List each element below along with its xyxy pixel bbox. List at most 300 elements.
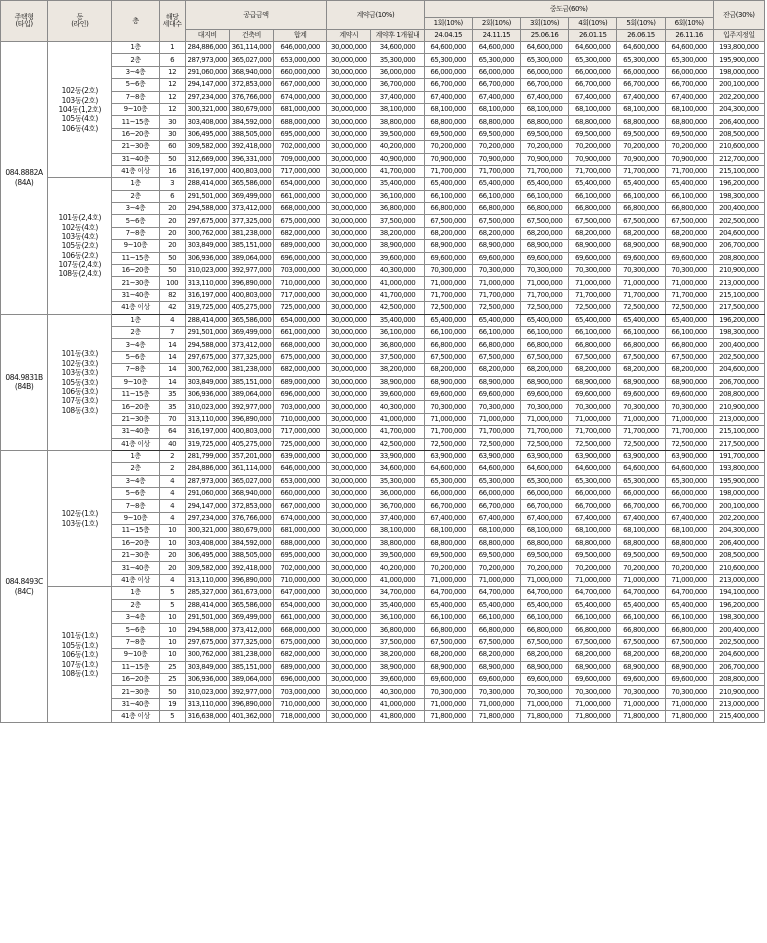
middle-payment-4-cell: 70,200,000 [569,562,617,574]
units-cell: 25 [159,661,185,673]
balance-cell: 200,100,000 [713,500,764,512]
floor-cell: 1층 [112,450,159,462]
contract-after-cell: 39,600,000 [371,388,424,400]
middle-payment-5-cell: 71,700,000 [617,426,665,438]
land-price-cell: 312,669,000 [185,153,229,165]
middle-payment-1-cell: 66,100,000 [424,611,472,623]
contract-after-cell: 38,200,000 [371,227,424,239]
middle-payment-4-cell: 68,200,000 [569,364,617,376]
table-row [1,413,765,425]
middle-payment-6-cell: 66,000,000 [665,66,713,78]
total-price-cell: 646,000,000 [274,463,327,475]
floor-cell: 2층 [112,54,159,66]
middle-payment-4-cell: 64,700,000 [569,587,617,599]
middle-payment-5-cell: 70,300,000 [617,401,665,413]
units-cell: 4 [159,314,185,326]
land-price-cell: 313,110,000 [185,413,229,425]
building-price-cell: 388,505,000 [229,128,273,140]
land-price-cell: 303,408,000 [185,116,229,128]
table-row [1,265,765,277]
middle-payment-4-cell: 69,600,000 [569,673,617,685]
header-mid-date-5: 26.06.15 [617,30,665,42]
middle-payment-5-cell: 68,900,000 [617,376,665,388]
floor-cell: 11~15층 [112,388,159,400]
land-price-cell: 288,414,000 [185,599,229,611]
middle-payment-2-cell: 65,400,000 [472,599,520,611]
contract-after-cell: 35,400,000 [371,599,424,611]
floor-cell: 31~40층 [112,153,159,165]
units-cell: 40 [159,438,185,450]
total-price-cell: 674,000,000 [274,91,327,103]
middle-payment-2-cell: 65,300,000 [472,475,520,487]
total-price-cell: 639,000,000 [274,450,327,462]
contract-at-cell: 30,000,000 [327,165,371,177]
balance-cell: 193,800,000 [713,463,764,475]
middle-payment-6-cell: 67,500,000 [665,351,713,363]
contract-at-cell: 30,000,000 [327,326,371,338]
floor-cell: 16~20층 [112,128,159,140]
balance-cell: 208,800,000 [713,673,764,685]
units-cell: 5 [159,711,185,723]
contract-at-cell: 30,000,000 [327,649,371,661]
middle-payment-1-cell: 67,500,000 [424,215,472,227]
middle-payment-4-cell: 67,500,000 [569,636,617,648]
units-cell: 4 [159,488,185,500]
middle-payment-1-cell: 66,000,000 [424,66,472,78]
units-cell: 1 [159,42,185,54]
table-row [1,314,765,326]
floor-cell: 21~30층 [112,686,159,698]
middle-payment-5-cell: 66,000,000 [617,66,665,78]
middle-payment-3-cell: 67,500,000 [520,215,568,227]
middle-payment-6-cell: 64,700,000 [665,587,713,599]
middle-payment-5-cell: 66,800,000 [617,339,665,351]
units-cell: 10 [159,525,185,537]
middle-payment-5-cell: 68,900,000 [617,661,665,673]
total-price-cell: 675,000,000 [274,351,327,363]
contract-after-cell: 39,600,000 [371,252,424,264]
header-type: 주택형 (타입) [1,1,48,42]
middle-payment-3-cell: 67,400,000 [520,512,568,524]
middle-payment-3-cell: 71,700,000 [520,426,568,438]
middle-payment-5-cell: 68,100,000 [617,103,665,115]
middle-payment-1-cell: 67,400,000 [424,91,472,103]
contract-at-cell: 30,000,000 [327,711,371,723]
middle-payment-2-cell: 69,600,000 [472,388,520,400]
units-cell: 30 [159,128,185,140]
middle-payment-5-cell: 69,600,000 [617,388,665,400]
land-price-cell: 287,973,000 [185,54,229,66]
table-row [1,426,765,438]
land-price-cell: 287,973,000 [185,475,229,487]
building-price-cell: 384,592,000 [229,116,273,128]
header-mid-1: 1회(10%) [424,18,472,30]
middle-payment-3-cell: 68,100,000 [520,103,568,115]
contract-at-cell: 30,000,000 [327,550,371,562]
table-row [1,302,765,314]
header-middle-payment: 중도금(60%) [424,1,713,18]
middle-payment-4-cell: 66,000,000 [569,66,617,78]
middle-payment-6-cell: 70,300,000 [665,401,713,413]
land-price-cell: 319,725,000 [185,438,229,450]
units-cell: 10 [159,649,185,661]
contract-at-cell: 30,000,000 [327,215,371,227]
balance-cell: 191,700,000 [713,450,764,462]
header-mid-date-3: 25.06.16 [520,30,568,42]
middle-payment-3-cell: 68,900,000 [520,376,568,388]
balance-cell: 204,300,000 [713,103,764,115]
middle-payment-2-cell: 67,500,000 [472,215,520,227]
middle-payment-5-cell: 70,300,000 [617,265,665,277]
table-row [1,103,765,115]
building-price-cell: 365,027,000 [229,475,273,487]
total-price-cell: 681,000,000 [274,103,327,115]
units-cell: 5 [159,599,185,611]
table-row [1,624,765,636]
floor-cell: 1층 [112,178,159,190]
header-mid-3: 3회(10%) [520,18,568,30]
contract-at-cell: 30,000,000 [327,525,371,537]
floor-cell: 16~20층 [112,265,159,277]
land-price-cell: 306,936,000 [185,388,229,400]
units-cell: 50 [159,252,185,264]
contract-at-cell: 30,000,000 [327,624,371,636]
middle-payment-6-cell: 64,600,000 [665,463,713,475]
building-price-cell: 372,853,000 [229,500,273,512]
middle-payment-4-cell: 71,700,000 [569,426,617,438]
table-row [1,42,765,54]
units-cell: 4 [159,475,185,487]
units-cell: 50 [159,265,185,277]
middle-payment-1-cell: 70,200,000 [424,141,472,153]
middle-payment-2-cell: 68,200,000 [472,649,520,661]
contract-after-cell: 38,800,000 [371,537,424,549]
contract-at-cell: 30,000,000 [327,227,371,239]
table-row [1,636,765,648]
contract-at-cell: 30,000,000 [327,599,371,611]
building-price-cell: 401,362,000 [229,711,273,723]
contract-after-cell: 36,800,000 [371,203,424,215]
contract-at-cell: 30,000,000 [327,698,371,710]
header-mid-date-1: 24.04.15 [424,30,472,42]
balance-cell: 206,700,000 [713,661,764,673]
building-price-cell: 377,325,000 [229,351,273,363]
middle-payment-1-cell: 68,200,000 [424,227,472,239]
header-move-in: 입주지정일 [713,30,764,42]
balance-cell: 198,000,000 [713,488,764,500]
contract-after-cell: 41,000,000 [371,413,424,425]
middle-payment-2-cell: 66,700,000 [472,79,520,91]
table-row [1,388,765,400]
middle-payment-3-cell: 66,800,000 [520,339,568,351]
land-price-cell: 288,414,000 [185,314,229,326]
contract-after-cell: 35,400,000 [371,314,424,326]
land-price-cell: 313,110,000 [185,277,229,289]
building-price-cell: 381,238,000 [229,227,273,239]
contract-at-cell: 30,000,000 [327,128,371,140]
middle-payment-6-cell: 68,900,000 [665,240,713,252]
dong-line-cell: 102동(1호) 103동(1호) [48,450,112,586]
contract-after-cell: 35,300,000 [371,54,424,66]
building-price-cell: 365,586,000 [229,178,273,190]
land-price-cell: 297,675,000 [185,636,229,648]
total-price-cell: 675,000,000 [274,215,327,227]
contract-after-cell: 41,800,000 [371,711,424,723]
middle-payment-4-cell: 70,300,000 [569,686,617,698]
middle-payment-1-cell: 68,200,000 [424,649,472,661]
floor-cell: 7~8층 [112,364,159,376]
middle-payment-1-cell: 65,400,000 [424,178,472,190]
middle-payment-2-cell: 68,900,000 [472,376,520,388]
middle-payment-6-cell: 71,000,000 [665,698,713,710]
building-price-cell: 369,499,000 [229,611,273,623]
middle-payment-4-cell: 71,000,000 [569,413,617,425]
middle-payment-5-cell: 64,700,000 [617,587,665,599]
building-price-cell: 361,114,000 [229,42,273,54]
total-price-cell: 688,000,000 [274,537,327,549]
balance-cell: 215,400,000 [713,711,764,723]
header-mid-2: 2회(10%) [472,18,520,30]
contract-at-cell: 30,000,000 [327,401,371,413]
middle-payment-5-cell: 66,700,000 [617,79,665,91]
floor-cell: 2층 [112,190,159,202]
land-price-cell: 303,849,000 [185,661,229,673]
middle-payment-5-cell: 66,000,000 [617,488,665,500]
building-price-cell: 377,325,000 [229,636,273,648]
total-price-cell: 696,000,000 [274,252,327,264]
total-price-cell: 717,000,000 [274,289,327,301]
header-building: 건축비 [229,30,273,42]
contract-at-cell: 30,000,000 [327,686,371,698]
middle-payment-3-cell: 65,300,000 [520,475,568,487]
building-price-cell: 396,890,000 [229,574,273,586]
middle-payment-2-cell: 65,400,000 [472,314,520,326]
header-contract-at: 계약시 [327,30,371,42]
table-row [1,203,765,215]
middle-payment-3-cell: 66,700,000 [520,79,568,91]
middle-payment-5-cell: 70,200,000 [617,141,665,153]
total-price-cell: 668,000,000 [274,339,327,351]
middle-payment-6-cell: 72,500,000 [665,438,713,450]
total-price-cell: 695,000,000 [274,550,327,562]
middle-payment-4-cell: 64,600,000 [569,463,617,475]
table-row [1,116,765,128]
middle-payment-5-cell: 70,300,000 [617,686,665,698]
floor-cell: 31~40층 [112,562,159,574]
middle-payment-4-cell: 66,700,000 [569,79,617,91]
middle-payment-6-cell: 68,100,000 [665,103,713,115]
middle-payment-1-cell: 68,900,000 [424,661,472,673]
floor-cell: 9~10층 [112,103,159,115]
middle-payment-2-cell: 70,900,000 [472,153,520,165]
total-price-cell: 718,000,000 [274,711,327,723]
units-cell: 20 [159,562,185,574]
floor-cell: 41층 이상 [112,165,159,177]
middle-payment-3-cell: 70,300,000 [520,265,568,277]
contract-at-cell: 30,000,000 [327,500,371,512]
floor-cell: 16~20층 [112,401,159,413]
land-price-cell: 316,197,000 [185,165,229,177]
middle-payment-1-cell: 71,000,000 [424,413,472,425]
middle-payment-6-cell: 67,400,000 [665,512,713,524]
dong-line-cell: 101동(1호) 105동(1호) 106동(1호) 107동(1호) 108동(1호) [48,587,112,723]
balance-cell: 202,500,000 [713,351,764,363]
building-price-cell: 381,238,000 [229,649,273,661]
total-price-cell: 660,000,000 [274,488,327,500]
middle-payment-4-cell: 63,900,000 [569,450,617,462]
middle-payment-2-cell: 72,500,000 [472,438,520,450]
balance-cell: 210,900,000 [713,401,764,413]
contract-at-cell: 30,000,000 [327,91,371,103]
middle-payment-5-cell: 66,800,000 [617,203,665,215]
middle-payment-6-cell: 70,200,000 [665,141,713,153]
table-row [1,611,765,623]
building-price-cell: 380,679,000 [229,525,273,537]
units-cell: 14 [159,351,185,363]
table-row [1,562,765,574]
land-price-cell: 281,799,000 [185,450,229,462]
middle-payment-6-cell: 67,400,000 [665,91,713,103]
middle-payment-5-cell: 65,300,000 [617,475,665,487]
land-price-cell: 284,886,000 [185,42,229,54]
middle-payment-1-cell: 65,400,000 [424,599,472,611]
balance-cell: 198,300,000 [713,611,764,623]
table-row [1,649,765,661]
middle-payment-6-cell: 70,900,000 [665,153,713,165]
middle-payment-6-cell: 66,100,000 [665,190,713,202]
middle-payment-4-cell: 68,900,000 [569,376,617,388]
middle-payment-2-cell: 71,700,000 [472,165,520,177]
middle-payment-4-cell: 66,800,000 [569,203,617,215]
contract-at-cell: 30,000,000 [327,587,371,599]
contract-at-cell: 30,000,000 [327,203,371,215]
middle-payment-6-cell: 71,700,000 [665,426,713,438]
balance-cell: 198,300,000 [713,326,764,338]
building-price-cell: 389,064,000 [229,252,273,264]
building-price-cell: 377,325,000 [229,215,273,227]
total-price-cell: 717,000,000 [274,426,327,438]
balance-cell: 202,500,000 [713,636,764,648]
middle-payment-2-cell: 68,800,000 [472,537,520,549]
middle-payment-3-cell: 69,500,000 [520,128,568,140]
table-row [1,512,765,524]
units-cell: 20 [159,203,185,215]
middle-payment-5-cell: 66,700,000 [617,500,665,512]
contract-after-cell: 35,400,000 [371,178,424,190]
balance-cell: 213,000,000 [713,574,764,586]
units-cell: 10 [159,611,185,623]
middle-payment-4-cell: 64,600,000 [569,42,617,54]
middle-payment-1-cell: 67,500,000 [424,351,472,363]
middle-payment-4-cell: 67,400,000 [569,512,617,524]
table-row [1,227,765,239]
middle-payment-2-cell: 71,000,000 [472,277,520,289]
middle-payment-2-cell: 66,800,000 [472,203,520,215]
middle-payment-1-cell: 65,400,000 [424,314,472,326]
header-balance: 잔금(30%) [713,1,764,30]
middle-payment-5-cell: 68,800,000 [617,116,665,128]
middle-payment-4-cell: 65,400,000 [569,599,617,611]
floor-cell: 2층 [112,463,159,475]
contract-after-cell: 40,300,000 [371,265,424,277]
floor-cell: 11~15층 [112,252,159,264]
land-price-cell: 306,495,000 [185,550,229,562]
header-contract-after: 계약후 1개월내 [371,30,424,42]
table-row [1,215,765,227]
middle-payment-6-cell: 64,600,000 [665,42,713,54]
land-price-cell: 297,234,000 [185,91,229,103]
contract-at-cell: 30,000,000 [327,178,371,190]
middle-payment-3-cell: 66,100,000 [520,611,568,623]
middle-payment-2-cell: 66,100,000 [472,326,520,338]
building-price-cell: 365,586,000 [229,314,273,326]
table-row [1,141,765,153]
middle-payment-4-cell: 70,200,000 [569,141,617,153]
middle-payment-3-cell: 70,200,000 [520,141,568,153]
middle-payment-2-cell: 68,100,000 [472,525,520,537]
middle-payment-2-cell: 71,700,000 [472,289,520,301]
table-row [1,525,765,537]
middle-payment-1-cell: 68,900,000 [424,376,472,388]
middle-payment-3-cell: 72,500,000 [520,438,568,450]
table-row [1,550,765,562]
middle-payment-4-cell: 71,000,000 [569,698,617,710]
floor-cell: 1층 [112,42,159,54]
table-row [1,599,765,611]
middle-payment-3-cell: 65,400,000 [520,599,568,611]
middle-payment-4-cell: 68,900,000 [569,661,617,673]
middle-payment-5-cell: 71,700,000 [617,289,665,301]
middle-payment-3-cell: 66,000,000 [520,66,568,78]
header-mid-5: 5회(10%) [617,18,665,30]
balance-cell: 202,200,000 [713,91,764,103]
land-price-cell: 300,762,000 [185,649,229,661]
middle-payment-3-cell: 70,200,000 [520,562,568,574]
header-mid-date-2: 24.11.15 [472,30,520,42]
middle-payment-3-cell: 71,700,000 [520,165,568,177]
middle-payment-2-cell: 67,500,000 [472,351,520,363]
floor-cell: 5~6층 [112,79,159,91]
middle-payment-5-cell: 68,900,000 [617,240,665,252]
middle-payment-4-cell: 68,100,000 [569,525,617,537]
middle-payment-4-cell: 67,500,000 [569,215,617,227]
middle-payment-6-cell: 68,200,000 [665,227,713,239]
middle-payment-2-cell: 64,600,000 [472,463,520,475]
building-price-cell: 361,673,000 [229,587,273,599]
middle-payment-3-cell: 71,800,000 [520,711,568,723]
table-row [1,178,765,190]
dong-line-cell: 102동(2호) 103동(2호) 104동(1,2호) 105동(4호) 106동(4호) [48,42,112,178]
floor-cell: 16~20층 [112,673,159,685]
middle-payment-2-cell: 67,400,000 [472,512,520,524]
building-price-cell: 365,586,000 [229,599,273,611]
house-type-cell: 084.9831B (84B) [1,314,48,450]
header-mid-date-4: 26.01.15 [569,30,617,42]
units-cell: 3 [159,178,185,190]
middle-payment-2-cell: 66,700,000 [472,500,520,512]
table-row [1,277,765,289]
total-price-cell: 710,000,000 [274,277,327,289]
contract-at-cell: 30,000,000 [327,240,371,252]
contract-at-cell: 30,000,000 [327,426,371,438]
building-price-cell: 389,064,000 [229,388,273,400]
balance-cell: 213,000,000 [713,698,764,710]
balance-cell: 198,000,000 [713,66,764,78]
balance-cell: 210,900,000 [713,686,764,698]
units-cell: 12 [159,91,185,103]
building-price-cell: 373,412,000 [229,203,273,215]
middle-payment-6-cell: 68,900,000 [665,376,713,388]
